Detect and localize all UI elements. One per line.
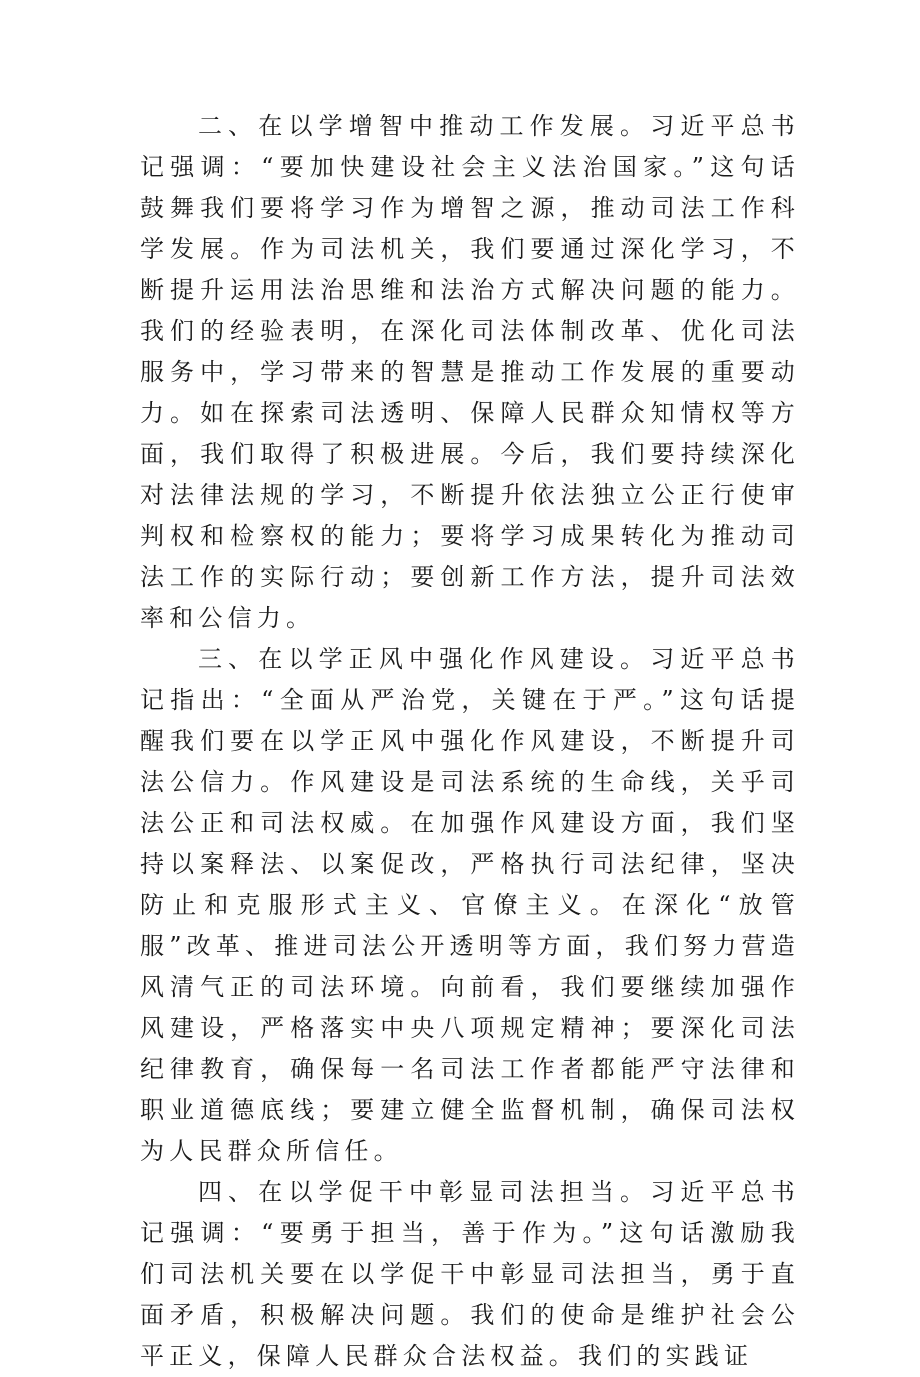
paragraph-two: 二、在以学增智中推动工作发展。习近平总书记强调：“要加快建设社会主义法治国家。”这句话鼓舞我们要将学习作为增智之源，推动司法工作科学发展。作为司法机关，我们要通过深化学习，不断提升运用法治思维和法治方式解决问题的能力。我们的经验表明，在深化司法体制改革、优化司法服务中，学习带来的智慧是推动工作发展的重要动力。如在探索司法透明、保障人民群众知情权等方面，我们取得了积极进展。今后，我们要持续深化对法律法规的学习，不断提升依法独立公正行使审判权和检察权的能力；要将学习成果转化为推动司法工作的实际行动；要创新工作方法，提升司法效率和公信力。 (140, 112, 800, 632)
paragraph-three: 三、在以学正风中强化作风建设。习近平总书记指出：“全面从严治党，关键在于严。”这句话提醒我们要在以学正风中强化作风建设，不断提升司法公信力。作风建设是司法系统的生命线，关乎司法公正和司法权威。在加强作风建设方面，我们坚持以案释法、以案促改，严格执行司法纪律，坚决防止和克服形式主义、官僚主义。在深化“放管服”改革、推进司法公开透明等方面，我们努力营造风清气正的司法环境。向前看，我们要继续加强作风建设，严格落实中央八项规定精神；要深化司法纪律教育，确保每一名司法工作者都能严守法律和职业道德底线；要建立健全监督机制，确保司法权为人民群众所信任。 (140, 645, 800, 1165)
document-body (140, 106, 800, 1377)
paragraph-four: 四、在以学促干中彰显司法担当。习近平总书记强调：“要勇于担当，善于作为。”这句话激励我们司法机关要在以学促干中彰显司法担当，勇于直面矛盾，积极解决问题。我们的使命是维护社会公平正义，保障人民群众合法权益。我们的实践证 (140, 1178, 800, 1370)
